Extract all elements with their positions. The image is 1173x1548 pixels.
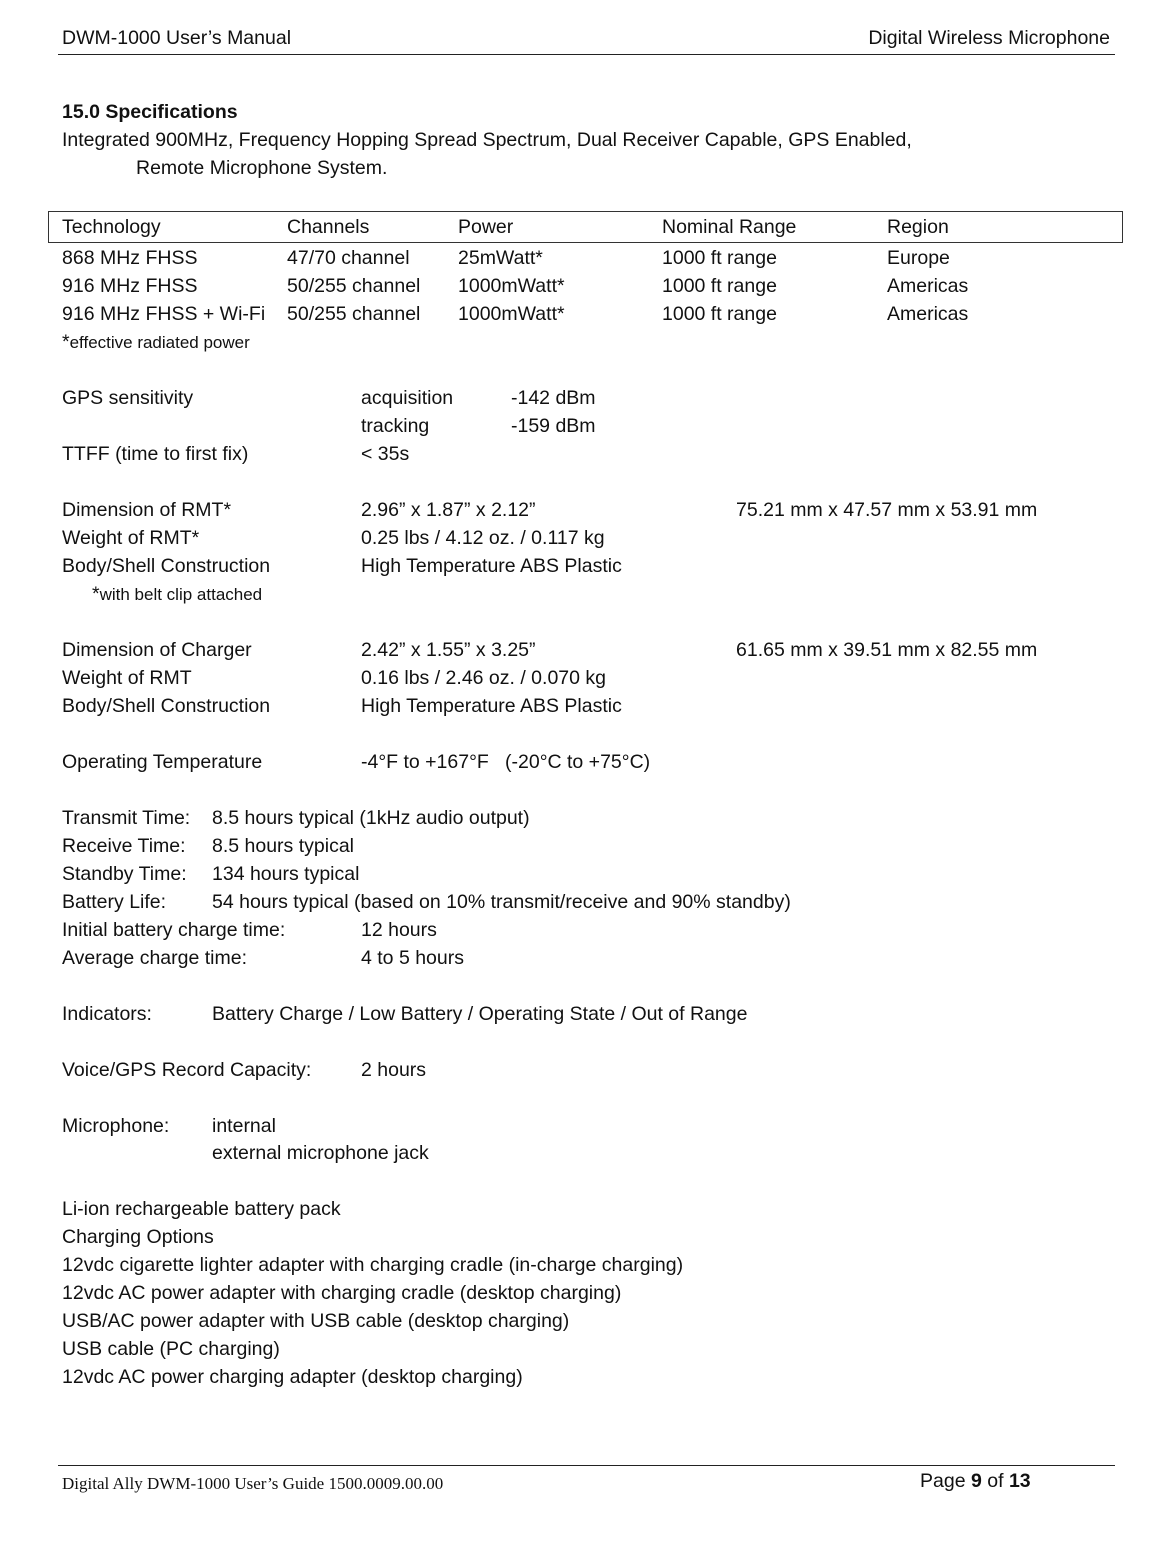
intro-line-2: Remote Microphone System.: [136, 157, 388, 179]
rf-table-cell: 1000 ft range: [662, 247, 777, 269]
header-product-title: Digital Wireless Microphone: [868, 27, 1110, 49]
record-capacity-label: Voice/GPS Record Capacity:: [62, 1059, 312, 1081]
standby-time-label: Standby Time:: [62, 863, 187, 885]
operating-temp-value: -4°F to +167°F (-20°C to +75°C): [361, 751, 651, 773]
microphone-value-external: external microphone jack: [212, 1142, 429, 1164]
receive-time-label: Receive Time:: [62, 835, 186, 857]
of-word: of: [987, 1470, 1004, 1492]
rmt-weight-value: 0.25 lbs / 4.12 oz. / 0.117 kg: [361, 527, 605, 549]
charging-line: Li-ion rechargeable battery pack: [62, 1198, 341, 1220]
charging-line: 12vdc AC power charging adapter (desktop charging): [62, 1366, 523, 1388]
page-total: 13: [1008, 1470, 1031, 1492]
footer-guide-id: Digital Ally DWM-1000 User’s Guide 1500.0009.00.00: [62, 1474, 444, 1493]
page-current: 9: [970, 1470, 982, 1492]
rmt-weight-label: Weight of RMT*: [62, 527, 200, 549]
rf-table-cell: 1000 ft range: [662, 275, 777, 297]
rmt-note-text: with belt clip attached: [99, 585, 263, 604]
transmit-time-label: Transmit Time:: [62, 807, 191, 829]
rmt-dimension-value: 2.96” x 1.87” x 2.12”: [361, 499, 536, 521]
battery-life-label: Battery Life:: [62, 891, 167, 913]
rmt-dimension-label: Dimension of RMT*: [62, 499, 232, 521]
rf-table-cell: 916 MHz FHSS: [62, 275, 198, 297]
battery-life-value: 54 hours typical (based on 10% transmit/receive and 90% standby): [212, 891, 791, 913]
initial-charge-label: Initial battery charge time:: [62, 919, 286, 941]
average-charge-label: Average charge time:: [62, 947, 247, 969]
rf-table-header-row: [48, 211, 1123, 243]
rmt-body-label: Body/Shell Construction: [62, 555, 271, 577]
rf-table-cell: 1000mWatt*: [458, 303, 565, 325]
rf-table-header-power: Power: [458, 216, 514, 238]
indicators-label: Indicators:: [62, 1003, 152, 1025]
charger-body-label: Body/Shell Construction: [62, 695, 271, 717]
footer-divider: [58, 1465, 1115, 1466]
rf-table-cell: 868 MHz FHSS: [62, 247, 198, 269]
charging-line: USB cable (PC charging): [62, 1338, 280, 1360]
page-number: [920, 1472, 1031, 1492]
rf-table-cell: 50/255 channel: [287, 303, 421, 325]
gps-tracking-value: -159 dBm: [511, 415, 596, 437]
rf-table-header-technology: Technology: [62, 216, 161, 238]
charging-line: 12vdc cigarette lighter adapter with charging cradle (in-charge charging): [62, 1254, 684, 1276]
indicators-value: Battery Charge / Low Battery / Operating State / Out of Range: [212, 1003, 748, 1025]
gps-acquisition-value: -142 dBm: [511, 387, 596, 409]
rf-footnote-text: effective radiated power: [69, 333, 250, 352]
rf-table-cell: 916 MHz FHSS + Wi-Fi: [62, 303, 266, 325]
gps-tracking-label: tracking: [361, 415, 430, 437]
rf-table-cell: Americas: [887, 275, 969, 297]
rf-table-cell: 25mWatt*: [458, 247, 543, 269]
rmt-note-star: *: [92, 583, 100, 605]
microphone-label: Microphone:: [62, 1115, 170, 1137]
operating-temp-label: Operating Temperature: [62, 751, 263, 773]
rf-table-header-region: Region: [887, 216, 949, 238]
rmt-body-value: High Temperature ABS Plastic: [361, 555, 622, 577]
rf-footnote-star: *: [62, 331, 70, 353]
rf-table-cell: 47/70 channel: [287, 247, 410, 269]
rf-table-cell: Europe: [887, 247, 950, 269]
charging-line: USB/AC power adapter with USB cable (desktop charging): [62, 1310, 570, 1332]
ttff-label: TTFF (time to first fix): [62, 443, 249, 465]
record-capacity-value: 2 hours: [361, 1059, 427, 1081]
rf-footnote: [62, 333, 250, 353]
header-manual-title: DWM-1000 User’s Manual: [62, 27, 292, 49]
microphone-value-internal: internal: [212, 1115, 276, 1137]
charger-weight-value: 0.16 lbs / 2.46 oz. / 0.070 kg: [361, 667, 606, 689]
charger-dimension-label: Dimension of Charger: [62, 639, 252, 661]
gps-acquisition-label: acquisition: [361, 387, 454, 409]
charger-weight-label: Weight of RMT: [62, 667, 192, 689]
charger-dimension-metric: 61.65 mm x 39.51 mm x 82.55 mm: [736, 639, 1038, 661]
intro-line-1: Integrated 900MHz, Frequency Hopping Spread Spectrum, Dual Receiver Capable, GPS Enabled,: [62, 129, 912, 151]
gps-sensitivity-label: GPS sensitivity: [62, 387, 194, 409]
rf-table-cell: 1000 ft range: [662, 303, 777, 325]
average-charge-value: 4 to 5 hours: [361, 947, 464, 969]
ttff-value: < 35s: [361, 443, 410, 465]
rf-table-cell: 50/255 channel: [287, 275, 421, 297]
rmt-note: [92, 585, 262, 605]
rmt-dimension-metric: 75.21 mm x 47.57 mm x 53.91 mm: [736, 499, 1038, 521]
transmit-time-value: 8.5 hours typical (1kHz audio output): [212, 807, 530, 829]
rf-table-header-range: Nominal Range: [662, 216, 797, 238]
rf-table-cell: 1000mWatt*: [458, 275, 565, 297]
header-divider: [58, 54, 1115, 55]
charging-line: 12vdc AC power adapter with charging cradle (desktop charging): [62, 1282, 622, 1304]
charger-dimension-value: 2.42” x 1.55” x 3.25”: [361, 639, 536, 661]
page-word: Page: [920, 1470, 966, 1492]
section-title: 15.0 Specifications: [62, 101, 238, 123]
initial-charge-value: 12 hours: [361, 919, 437, 941]
rf-table-header-channels: Channels: [287, 216, 370, 238]
rf-table-cell: Americas: [887, 303, 969, 325]
receive-time-value: 8.5 hours typical: [212, 835, 354, 857]
standby-time-value: 134 hours typical: [212, 863, 360, 885]
charger-body-value: High Temperature ABS Plastic: [361, 695, 622, 717]
charging-line: Charging Options: [62, 1226, 214, 1248]
